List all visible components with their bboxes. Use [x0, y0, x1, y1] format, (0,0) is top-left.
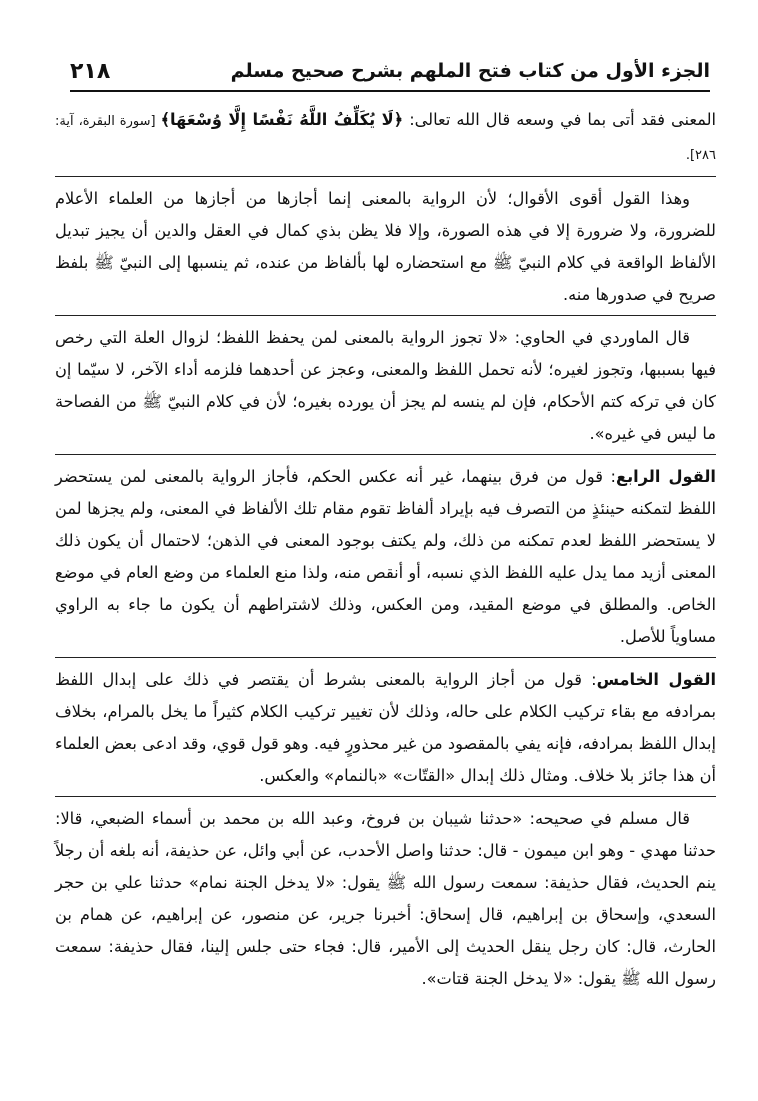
section-divider	[55, 657, 716, 658]
quran-verse: ﴿لَا يُكَلِّفُ اللَّهُ نَفْسًا إِلَّا وُسْعَهَا﴾	[160, 110, 404, 129]
paragraph-strongest-view: وهذا القول أقوى الأقوال؛ لأن الرواية بالمعنى إنما أجازها من أجازها من العلماء الأعلام للضرورة، ولا ضرورة إلا في هذه الصورة، وإلا فلا يظن بذي كمال في العقل والدين أن يجيز تبديل الألفاظ الواقعة في كلام النبيّ ﷺ مع استحضاره لها بألفاظ من عنده، ثم ينسبها إلى النبيّ ﷺ بلفظ صريح في صدورها منه.	[55, 189, 716, 304]
page-body	[55, 104, 716, 999]
page-header	[70, 52, 710, 92]
fifth-view-text: : قول من أجاز الرواية بالمعنى بشرط أن يقتصر في ذلك على إبدال اللفظ بمرادفه مع بقاء تركيب الكلام على حاله، وذلك لأن تغيير تركيب الكلام كثيراً ما يخل بالمرام، بخلاف إبدال اللفظ بمرادفه، فإنه يفي بالمقصود من غير محذورٍ فيه. وهو قول قوي، وقد ادعى بعض العلماء أن هذا جائز بلا خلاف. ومثال ذلك إبدال «القتّات» «بالنمام» والعكس.	[55, 670, 716, 785]
paragraph-fifth-view	[55, 664, 716, 792]
intro-text: المعنى فقد أتى بما في وسعه قال الله تعالى:	[403, 110, 716, 129]
section-divider	[55, 796, 716, 797]
paragraph-mawardi-quote: قال الماوردي في الحاوي: «لا تجوز الرواية بالمعنى لمن يحفظ اللفظ؛ لزوال العلة التي رخص فيها بسببها، وتجوز لغيره؛ لأنه تحمل اللفظ والمعنى، وعجز عن أحدهما فلزمه أداء الآخر، لا سيّما إن كان في تركه كتم الأحكام، فإن لم ينسه لم يجز أن يورده بغيره؛ لأن في كلام النبيّ ﷺ من الفصاحة ما ليس في غيره».	[55, 328, 716, 443]
fourth-view-heading: القول الرابع	[616, 467, 716, 486]
page-number: ٢١٨	[70, 58, 111, 84]
surah-reference: [سورة البقرة، آية: ٢٨٦].	[55, 114, 716, 163]
section-divider	[55, 315, 716, 316]
running-title: الجزء الأول من كتاب فتح الملهم بشرح صحيح مسلم	[230, 60, 710, 82]
section-divider	[55, 176, 716, 177]
fourth-view-text: : قول من فرق بينهما، غير أنه عكس الحكم، فأجاز الرواية بالمعنى لمن يستحضر اللفظ لتمكنه حينئذٍ من التصرف فيه بإيراد ألفاظ تقوم مقام تلك الألفاظ في المعنى، ولم يجزها لمن لا يستحضر اللفظ لعدم تمكنه من ذلك، ولم يكتف بوجود المعنى في الذهن؛ لاحتمال أن يكون ذلك المعنى أزيد مما يدل عليه اللفظ الذي نسبه، أو أنقص منه، ولذا منع العلماء من وضع العام في موضع الخاص. والمطلق في موضع المقيد، ومن العكس، وذلك لاشتراطهم أن يكون ما جاء به الراوي مساوياً للأصل.	[55, 467, 716, 646]
paragraph-fourth-view	[55, 461, 716, 653]
fifth-view-heading: القول الخامس	[596, 670, 716, 689]
section-divider	[55, 454, 716, 455]
paragraph-muslim-hadith: قال مسلم في صحيحه: «حدثنا شيبان بن فروخ، وعبد الله بن محمد بن أسماء الضبعي، قالا: حدثنا مهدي - وهو ابن ميمون - قال: حدثنا واصل الأحدب، عن أبي وائل، عن حذيفة، أنه بلغه أن رجلاً ينم الحديث، فقال حذيفة: سمعت رسول الله ﷺ يقول: «لا يدخل الجنة نمام» حدثنا علي بن حجر السعدي، وإسحاق بن إبراهيم، قال إسحاق: أخبرنا جرير، عن منصور، عن إبراهيم، عن همام بن الحارث، قال: كان رجل ينقل الحديث إلى الأمير، قال: فجاء حتى جلس إلينا، فقال حذيفة: سمعت رسول الله ﷺ يقول: «لا يدخل الجنة قتات».	[55, 809, 716, 988]
paragraph-intro	[55, 104, 716, 172]
